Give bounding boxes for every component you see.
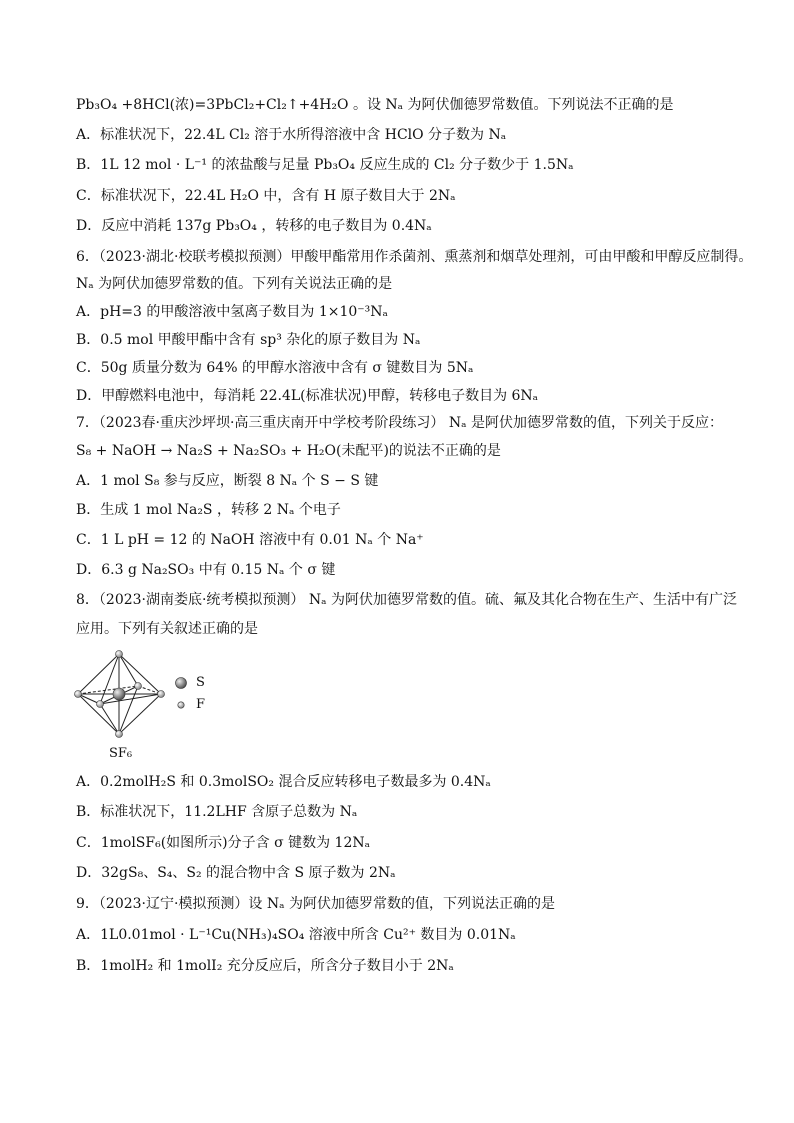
q7-option-c: C．1 L pH = 12 的 NaOH 溶液中有 0.01 Nₐ 个 Na⁺ bbox=[76, 532, 424, 548]
q8-option-d: D．32gS₈、S₄、S₂ 的混合物中含 S 原子数为 2Nₐ bbox=[76, 865, 396, 881]
legend-f-label: F bbox=[196, 697, 206, 712]
q6-option-c: C．50g 质量分数为 64% 的甲醇水溶液中含有 σ 键数目为 5Nₐ bbox=[76, 360, 474, 376]
q7-option-d: D．6.3 g Na₂SO₃ 中有 0.15 Nₐ 个 σ 键 bbox=[76, 562, 336, 578]
question-9-stem: 9．（2023·辽宁·模拟预测）设 Nₐ 为阿伏加德罗常数的值，下列说法正确的是 bbox=[76, 896, 555, 912]
question-7-stem-2: S₈ + NaOH → Na₂S + Na₂SO₃ + H₂O(未配平)的说法不正确的是 bbox=[76, 443, 501, 459]
q8-option-c: C．1molSF₆(如图所示)分子含 σ 键数为 12Nₐ bbox=[76, 835, 371, 851]
q8-option-a: A．0.2molH₂S 和 0.3molSO₂ 混合反应转移电子数最多为 0.4Nₐ bbox=[76, 774, 491, 790]
question-6-stem-2: Nₐ 为阿伏加德罗常数的值。下列有关说法正确的是 bbox=[76, 276, 393, 292]
legend-s-label: S bbox=[196, 675, 205, 690]
option-a: A．标准状况下，22.4L Cl₂ 溶于水所得溶液中含 HClO 分子数为 Nₐ bbox=[76, 127, 507, 143]
sf6-molecule-figure bbox=[68, 646, 268, 766]
q7-option-b: B．生成 1 mol Na₂S ，转移 2 Nₐ 个电子 bbox=[76, 502, 341, 518]
q9-option-a: A．1L0.01mol · L⁻¹Cu(NH₃)₄SO₄ 溶液中所含 Cu²⁺ 数目为 0.01Nₐ bbox=[76, 927, 516, 943]
q6-option-d: D．甲醇燃料电池中，每消耗 22.4L(标准状况)甲醇，转移电子数目为 6Nₐ bbox=[76, 388, 539, 404]
q9-option-b: B．1molH₂ 和 1molI₂ 充分反应后，所含分子数目小于 2Nₐ bbox=[76, 958, 454, 974]
equation-line: Pb₃O₄ +8HCl(浓)=3PbCl₂+Cl₂↑+4H₂O 。设 Nₐ 为阿伏伽德罗常数值。下列说法不正确的是 bbox=[76, 97, 674, 113]
figure-caption: SF₆ bbox=[109, 746, 133, 761]
q8-option-b: B．标准状况下，11.2LHF 含原子总数为 Nₐ bbox=[76, 804, 358, 820]
question-8-stem: 8．（2023·湖南娄底·统考模拟预测） Nₐ 为阿伏加德罗常数的值。硫、氟及其化合物在生产、生活中有广泛 bbox=[76, 592, 737, 608]
question-8-stem-2: 应用。下列有关叙述正确的是 bbox=[76, 621, 258, 637]
option-b: B．1L 12 mol · L⁻¹ 的浓盐酸与足量 Pb₃O₄ 反应生成的 Cl₂ 分子数少于 1.5Nₐ bbox=[76, 157, 574, 173]
option-d: D．反应中消耗 137g Pb₃O₄ ，转移的电子数目为 0.4Nₐ bbox=[76, 218, 432, 234]
q6-option-b: B．0.5 mol 甲酸甲酯中含有 sp³ 杂化的原子数目为 Nₐ bbox=[76, 332, 421, 348]
question-7-stem: 7．（2023春·重庆沙坪坝·高三重庆南开中学校考阶段练习） Nₐ 是阿伏加德罗常数的值，下列关于反应： bbox=[76, 415, 723, 431]
sf6-octahedron-diagram bbox=[68, 646, 268, 766]
q6-option-a: A．pH=3 的甲酸溶液中氢离子数目为 1×10⁻³Nₐ bbox=[76, 304, 388, 320]
question-6-stem: 6．（2023·湖北·校联考模拟预测）甲酸甲酯常用作杀菌剂、熏蒸剂和烟草处理剂，可由甲酸和甲醇反应制得。 bbox=[76, 249, 753, 265]
q7-option-a: A．1 mol S₈ 参与反应，断裂 8 Nₐ 个 S − S 键 bbox=[76, 473, 379, 489]
option-c: C．标准状况下，22.4L H₂O 中，含有 H 原子数目大于 2Nₐ bbox=[76, 188, 456, 204]
